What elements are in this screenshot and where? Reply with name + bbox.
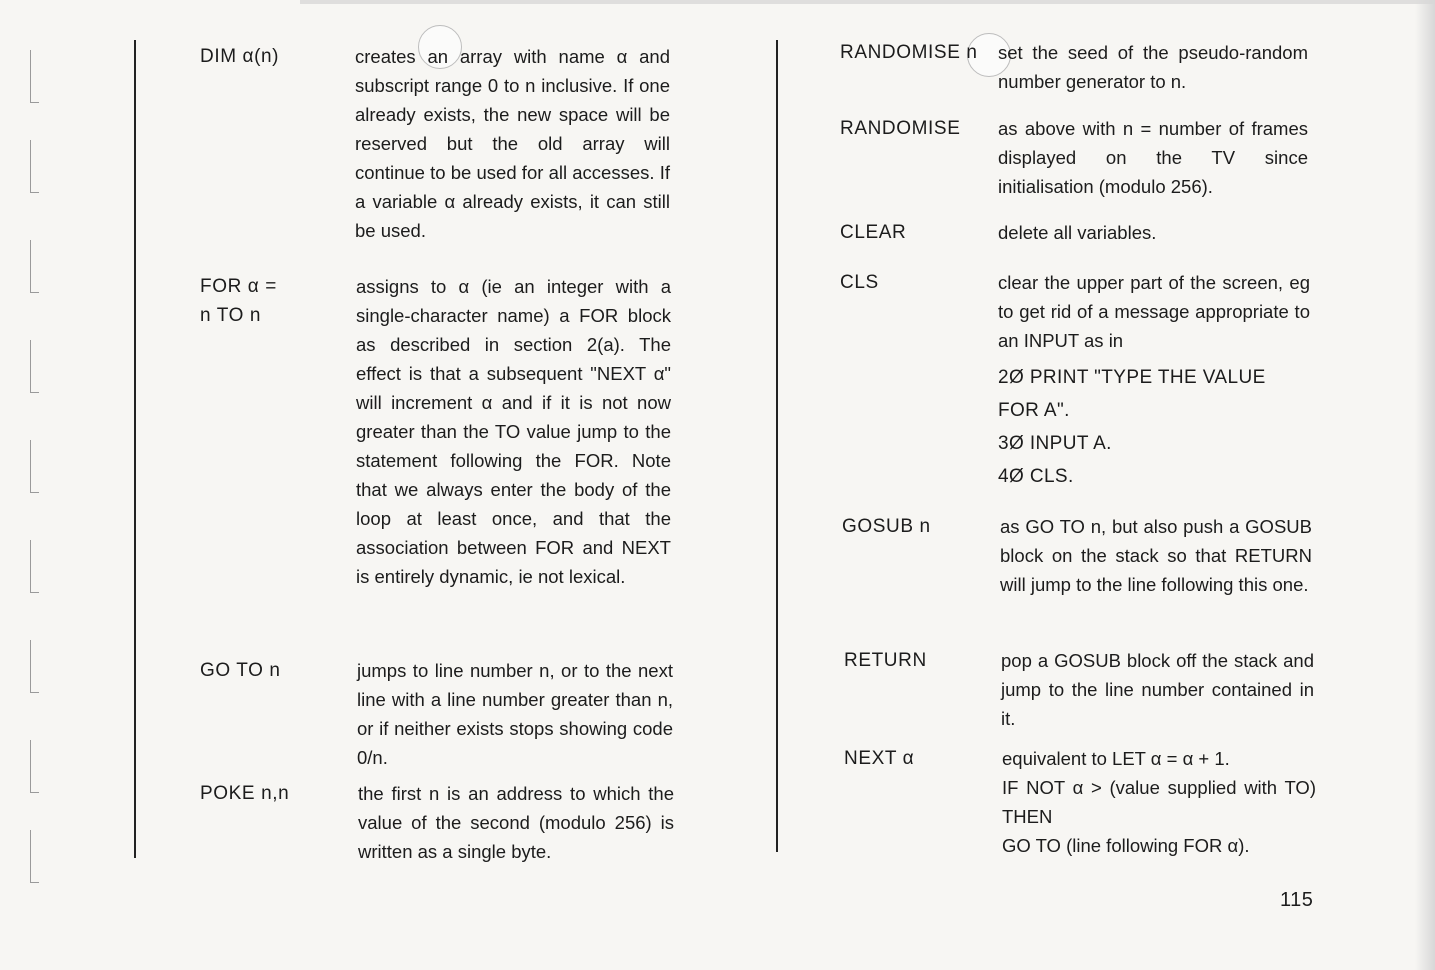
- description: as GO TO n, but also push a GOSUB block on the stack so that RETURN will jump to the line following this one.: [1000, 516, 1312, 595]
- keyword: CLS: [840, 272, 879, 293]
- code-line: 2Ø PRINT "TYPE THE VALUE FOR A".: [998, 367, 1266, 421]
- description: as above with n = number of frames displayed on the TV since initialisation (modulo 256).: [998, 118, 1308, 197]
- description: creates an array with name α and subscript range 0 to n inclusive. If one already exists, the new space will be reserved but the old array will continue to be used for all accesses. If a variable α already exists, it can still be used.: [355, 46, 670, 241]
- left-column-rule: [134, 40, 136, 858]
- description: equivalent to LET α = α + 1.: [1002, 748, 1230, 769]
- description: set the seed of the pseudo-random number generator to n.: [998, 42, 1308, 92]
- description: jumps to line number n, or to the next line with a line number greater than n, or if neither exists stops showing code 0/n.: [357, 660, 673, 768]
- description: clear the upper part of the screen, eg to get rid of a message appropriate to an INPUT as in: [998, 272, 1310, 351]
- binding-mark: [30, 50, 39, 103]
- keyword: GOSUB n: [842, 516, 931, 537]
- page-top-edge: [300, 0, 1435, 4]
- description: assigns to α (ie an integer with a single-character name) a FOR block as described in section 2(a). The effect is that a subsequent "NEXT α" will increment α and if it is not now greater than the TO value jump to the statement following the FOR. Note that we always enter the body of the loop at least once, and that the association between FOR and NEXT is entirely dynamic, ie not lexical.: [356, 276, 671, 587]
- page-edge-shadow: [1415, 0, 1435, 970]
- keyword: RANDOMISE: [840, 118, 961, 139]
- code-line: IF NOT α > (value supplied with TO) THEN: [1002, 777, 1316, 827]
- binding-marks: [0, 40, 40, 920]
- binding-mark: [30, 830, 39, 883]
- keyword: DIM α(n): [200, 46, 280, 67]
- code-line: GO TO (line following FOR α).: [1002, 835, 1250, 856]
- description: the first n is an address to which the value of the second (modulo 256) is written as a single byte.: [358, 783, 674, 862]
- binding-mark: [30, 340, 39, 393]
- keyword: NEXT α: [844, 748, 915, 769]
- description: delete all variables.: [998, 222, 1157, 243]
- binding-mark: [30, 540, 39, 593]
- next-body: [1002, 744, 1316, 860]
- code-line: 4Ø CLS.: [998, 466, 1074, 487]
- keyword: CLEAR: [840, 222, 907, 243]
- binding-mark: [30, 640, 39, 693]
- binding-mark: [30, 740, 39, 793]
- keyword: RETURN: [844, 650, 927, 671]
- binding-mark: [30, 140, 39, 193]
- page-number: 115: [1280, 889, 1314, 911]
- description: pop a GOSUB block off the stack and jump to the line number contained in it.: [1001, 650, 1314, 729]
- keyword: GO TO n: [200, 660, 281, 681]
- keyword: RANDOMISE n: [840, 42, 978, 63]
- binding-mark: [30, 440, 39, 493]
- binding-mark: [30, 240, 39, 293]
- right-column-rule: [776, 40, 778, 852]
- cls-body: [998, 268, 1310, 493]
- keyword: FOR α = n TO n: [200, 276, 277, 326]
- keyword: POKE n,n: [200, 783, 290, 804]
- code-line: 3Ø INPUT A.: [998, 433, 1112, 454]
